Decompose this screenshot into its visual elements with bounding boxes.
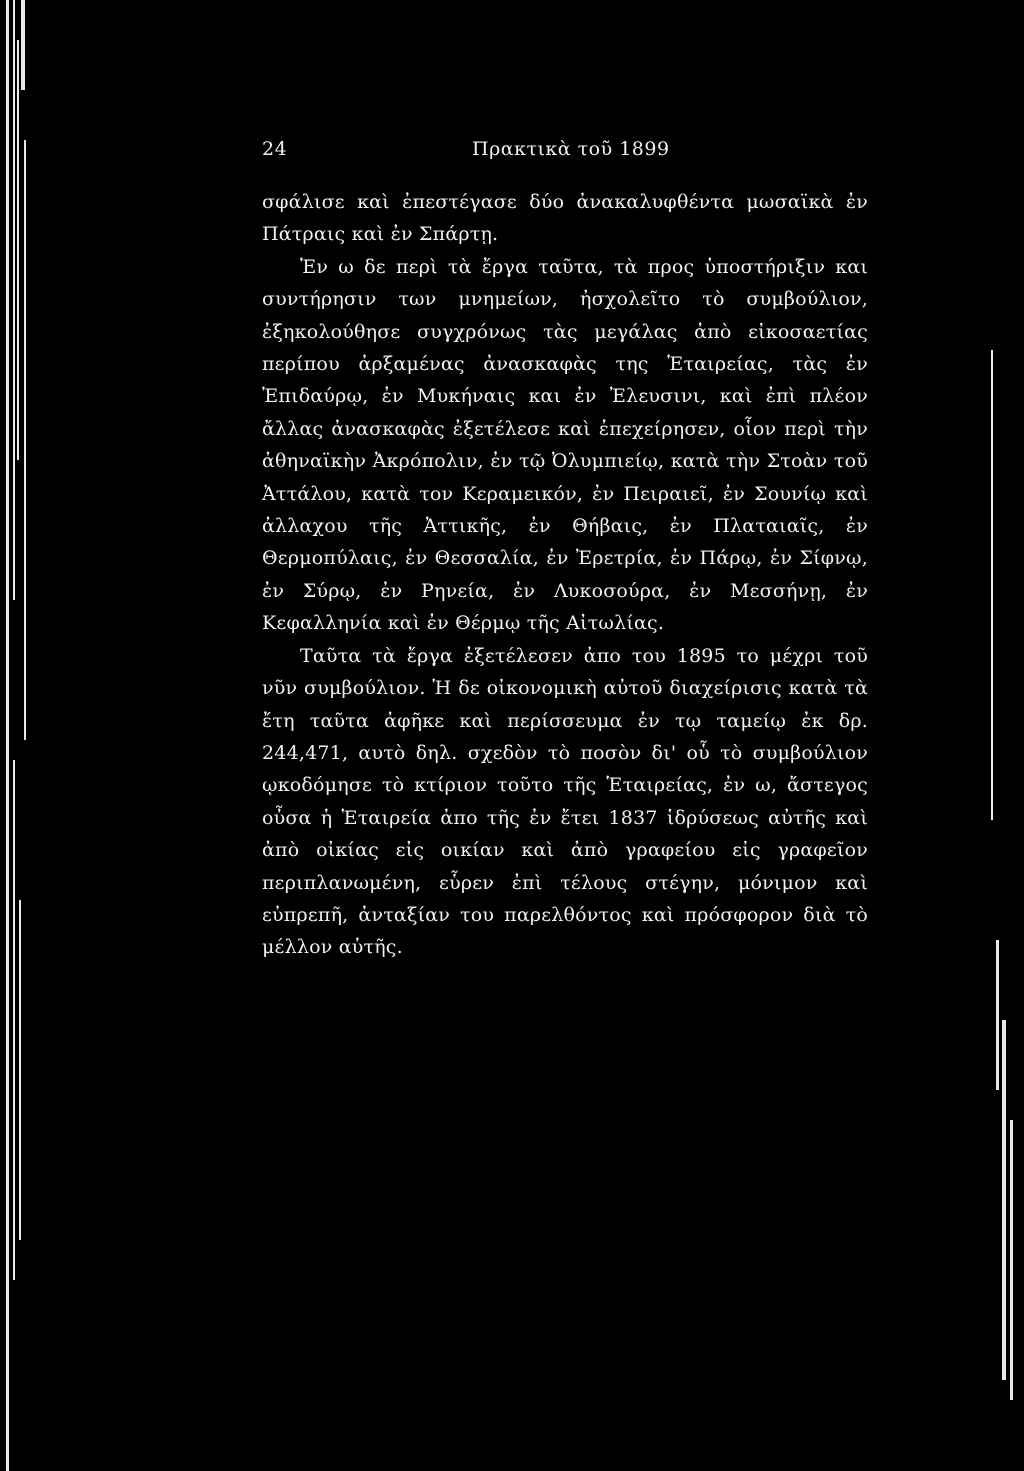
edge-rule <box>13 0 15 600</box>
edge-rule <box>19 900 21 1240</box>
paragraph: Ἐν ω δε περὶ τὰ ἔργα ταῦτα, τὰ προς ὑποστήριξιν και συντήρησιν των μνημείων, ἠσχολεῖτο τὸ συμβούλιον, ἐξηκολούθησε συγχρόνως τὰς μεγάλας ἀπὸ εἰκοσαετίας περίπου ἀρξαμένας ἀνασκαφὰς της Ἑταιρείας, τὰς ἐν Ἐπιδαύρῳ, ἐν Μυκήναις και ἐν Ἐλευσινι, καὶ ἐπὶ πλέον ἄλλας ἀνασκαφὰς ἐξετέλεσε καὶ ἐπεχείρησεν, οἷον περὶ τὴν ἀθηναϊκὴν Ἀκρόπολιν, ἐν τῷ Ὀλυμπιείῳ, κατὰ τὴν Στοὰν τοῦ Ἀττάλου, κατὰ τον Κεραμεικόν, ἐν Πειραιεῖ, ἐν Σουνίῳ καὶ ἀλλαχου τῆς Ἀττικῆς, ἐν Θήβαις, ἐν Πλαταιαῖς, ἐν Θερμοπύλαις, ἐν Θεσσαλία, ἐν Ἐρετρία, ἐν Πάρῳ, ἐν Σίφνῳ, ἐν Σύρῳ, ἐν Ρηνεία, ἐν Λυκοσούρα, ἐν Μεσσήνῃ, ἐν Κεφαλληνία καὶ ἐν Θέρμῳ τῆς Αἰτωλίας. <box>262 255 868 635</box>
edge-rule <box>1002 1020 1006 1380</box>
right-binding-edge <box>984 0 1024 1471</box>
paragraph: Ταῦτα τὰ ἔργα ἐξετέλεσεν ἀπο του 1895 το μέχρι τοῦ νῦν συμβούλιον. Ἡ δε οἰκονομικὴ αὐτοῦ διαχείρισις κατὰ τὰ ἔτη ταῦτα ἀφῆκε καὶ περίσσευμα ἐν τῳ ταμείῳ ἐκ δρ. 244,471, αυτὸ δηλ. σχεδὸν τὸ ποσὸν δι' οὗ τὸ συμβούλιον ῳκοδόμησε τὸ κτίριον τοῦτο τῆς Ἑταιρείας, ἐν ω, ἄστεγος οὖσα ἡ Ἑταιρεία ἀπο τῆς ἐν ἔτει 1837 ἱδρύσεως αὐτῆς καὶ ἀπὸ οἰκίας εἰς οικίαν καὶ ἀπὸ γραφείου εἰς γραφεῖον περιπλανωμένη, εὗρεν ἐπὶ τέλους στέγην, μόνιμον καὶ εὐπρεπῆ, ἀνταξίαν του παρελθόντος καὶ πρόσφορον διὰ τὸ μέλλον αὐτῆς. <box>262 644 868 959</box>
running-title: Πρακτικὰ τοῦ 1899 <box>472 138 670 160</box>
edge-rule <box>996 940 999 1090</box>
page-number: 24 <box>262 138 288 160</box>
edge-rule <box>13 760 15 1280</box>
edge-rule <box>21 0 25 90</box>
edge-rule <box>17 40 19 460</box>
running-head <box>262 138 868 174</box>
left-binding-edge <box>0 0 40 1471</box>
book-page <box>262 138 868 964</box>
edge-rule <box>991 350 993 820</box>
edge-rule <box>24 140 26 740</box>
edge-rule <box>1010 1120 1013 1400</box>
body-text <box>262 186 868 964</box>
edge-rule <box>6 0 9 1471</box>
paragraph: σφάλισε καὶ ἐπεστέγασε δύο ἀνακαλυφθέντα μωσαϊκὰ ἐν Πάτραις καὶ ἐν Σπάρτῃ. <box>262 191 868 246</box>
